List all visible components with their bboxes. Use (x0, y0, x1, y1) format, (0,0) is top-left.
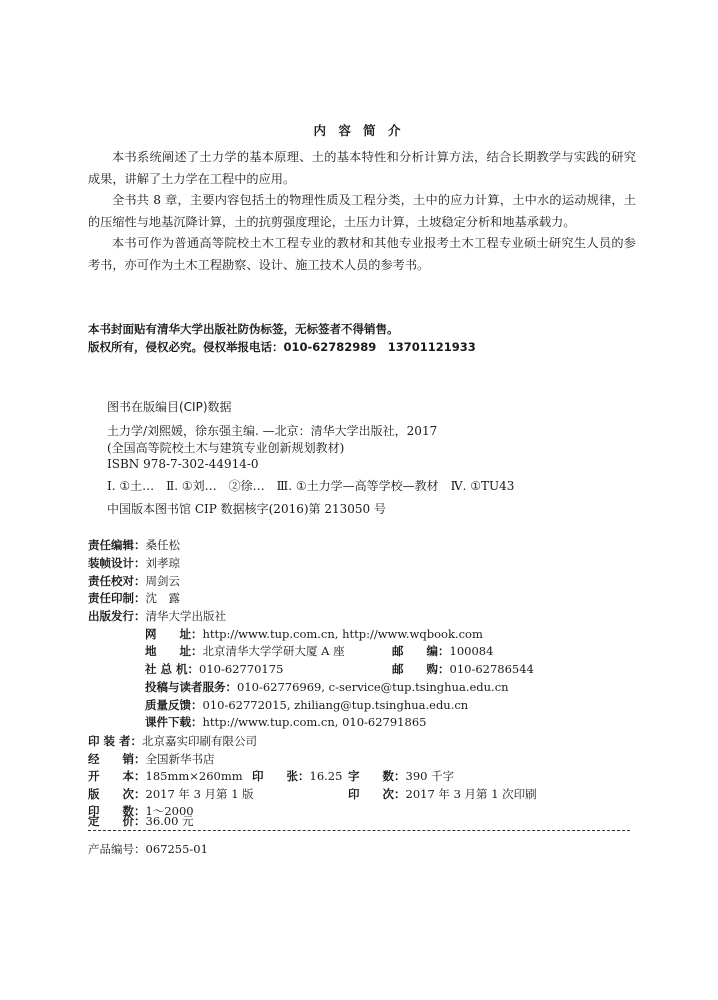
credit-value: 桑任松 (145, 538, 180, 552)
field-label: 地 址： (145, 644, 203, 658)
publisher-postcode (392, 643, 493, 659)
field-label: 定 价： (88, 814, 146, 828)
cip-classification: Ⅰ. ①土… Ⅱ. ①刘… ②徐… Ⅲ. ①土力学—高等学校—教材 Ⅳ. ①TU43 (107, 479, 515, 493)
cip-line-1: 土力学/刘熙媛，徐东强主编. —北京：清华大学出版社，2017 (107, 424, 438, 438)
field-value: 北京嘉实印刷有限公司 (142, 734, 258, 748)
field-label: 质量反馈： (145, 698, 203, 712)
field-value: http://www.tup.com.cn, 010-62791865 (202, 715, 427, 729)
anti-counterfeit-notice: 本书封面贴有清华大学出版社防伪标签，无标签者不得销售。 (88, 322, 399, 336)
credit-label: 出版发行： (88, 609, 146, 623)
price (88, 813, 194, 829)
field-label: 投稿与读者服务： (145, 680, 237, 694)
field-value: 1～2000 (145, 804, 194, 818)
credit-designer (88, 555, 180, 571)
summary-paragraph-1: 本书系统阐述了土力学的基本原理、土的基本特性和分析计算方法，结合长期教学与实践的研究成果，讲解了土力学在工程中的应用。 (88, 150, 636, 186)
field-value: 2017 年 3 月第 1 次印刷 (405, 787, 537, 801)
publisher-courseware (145, 714, 426, 730)
field-label: 邮 编： (392, 644, 450, 658)
summary-title: 内 容 简 介 (313, 123, 405, 138)
field-value: 北京清华大学学研大厦 A 座 (202, 644, 345, 658)
field-label: 网 址： (145, 627, 203, 641)
credit-publisher (88, 608, 226, 624)
field-value: http://www.tup.com.cn, http://www.wqbook.com (202, 627, 483, 641)
printed-sheets (252, 768, 342, 784)
publisher-reader-service (145, 679, 509, 695)
summary-paragraph-3: 本书可作为普通高等院校土木工程专业的教材和其他专业报考土木工程专业硕士研究生人员的参考书，亦可作为土木工程勘察、设计、施工技术人员的参考书。 (88, 236, 636, 272)
field-label: 印 次： (348, 787, 406, 801)
printer (88, 733, 257, 749)
field-label: 社 总 机： (145, 662, 200, 676)
field-label: 印 张： (252, 769, 310, 783)
copyright-notice: 版权所有，侵权必究。侵权举报电话：010-62782989 13701121933 (88, 340, 476, 354)
field-label: 印 装 者： (88, 734, 143, 748)
field-label: 印 数： (88, 804, 146, 818)
field-label: 字 数： (348, 769, 406, 783)
distributor (88, 751, 215, 767)
cip-isbn: ISBN 978-7-302-44914-0 (107, 457, 259, 471)
field-label: 课件下载： (145, 715, 203, 729)
credit-label: 责任校对： (88, 574, 146, 588)
credit-label: 装帧设计： (88, 556, 146, 570)
word-count (348, 768, 454, 784)
credit-value: 刘孝琼 (145, 556, 180, 570)
publisher-website (145, 626, 483, 642)
field-value: 010-62786544 (449, 662, 534, 676)
credit-label: 责任编辑： (88, 538, 146, 552)
field-label: 版 次： (88, 787, 146, 801)
field-label: 经 销： (88, 752, 146, 766)
book-format (88, 768, 243, 784)
cip-line-2: (全国高等院校土木与建筑专业创新规划教材) (107, 441, 345, 455)
publisher-switchboard (145, 661, 283, 677)
impression (348, 786, 537, 802)
cip-heading: 图书在版编目(CIP)数据 (107, 400, 232, 414)
edition (88, 786, 254, 802)
field-value: 100084 (449, 644, 494, 658)
publisher-quality-feedback (145, 697, 468, 713)
credit-print-manager (88, 590, 180, 606)
credit-value: 周剑云 (145, 574, 180, 588)
credit-editor (88, 537, 180, 553)
credit-value: 清华大学出版社 (145, 609, 226, 623)
field-value: 010-62776969, c-service@tup.tsinghua.edu.cn (237, 680, 509, 694)
field-value: 010-62770175 (199, 662, 284, 676)
field-label: 邮 购： (392, 662, 450, 676)
credit-value: 沈 露 (145, 591, 180, 605)
summary-paragraph-2: 全书共 8 章，主要内容包括土的物理性质及工程分类，土中的应力计算，土中水的运动规律，土的压缩性与地基沉降计算，土的抗剪强度理论，土压力计算，土坡稳定分析和地基承载力。 (88, 193, 636, 229)
field-value: 390 千字 (405, 769, 455, 783)
publisher-address (145, 643, 345, 659)
field-value: 全国新华书店 (145, 752, 215, 766)
field-value: 010-62772015, zhiliang@tup.tsinghua.edu.cn (202, 698, 469, 712)
credit-proofreader (88, 573, 180, 589)
field-label: 开 本： (88, 769, 146, 783)
field-value: 185mm×260mm (145, 769, 243, 783)
credit-label: 责任印制： (88, 591, 146, 605)
field-value: 2017 年 3 月第 1 版 (145, 787, 254, 801)
field-value: 16.25 (309, 769, 343, 783)
cip-record-number: 中国版本图书馆 CIP 数据核字(2016)第 213050 号 (107, 502, 386, 516)
product-code: 产品编号：067255-01 (88, 842, 208, 856)
divider (88, 830, 630, 831)
publisher-mail-order (392, 661, 534, 677)
field-value: 36.00 元 (145, 814, 194, 828)
